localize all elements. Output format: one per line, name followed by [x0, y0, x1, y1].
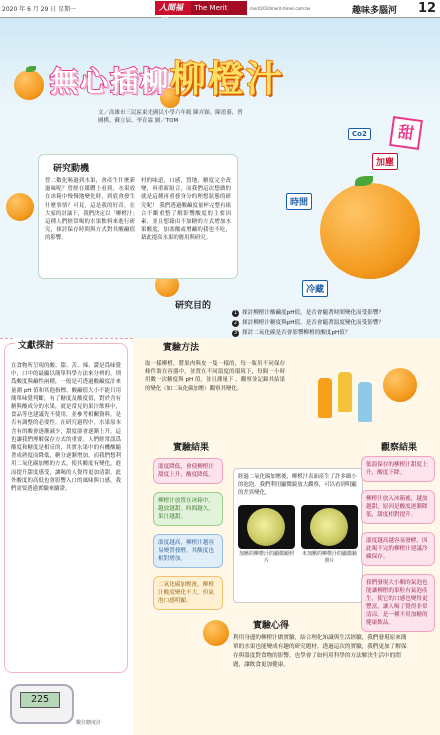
observation-cards [361, 456, 435, 640]
page-number: 12 [418, 1, 437, 16]
tag-co2: Co2 [348, 128, 371, 140]
micro-photo-unpressurized [301, 505, 358, 549]
observation-card: 我們發現大小顆的氣泡也能讓柳橙的果粒有氣泡產生，使它的口感也變得更豐富，讓人喝了覺得非常清涼，是一種不用加糖的健康飲品。 [361, 574, 435, 632]
issue-date: 2020 年 6 月 29 日 星期一 [2, 6, 77, 13]
item-number: 1 [233, 309, 238, 316]
result-title: 實驗結果 [173, 443, 210, 453]
purpose-item [232, 328, 432, 338]
reflection-text: 利用身邊的柳橙汁做實驗，結合理化知識與生活經驗，我們發現原來簡單的水果也能變成有趣的研究題材。透過這次的實驗，我們更加了解保存與溫度對食物的影響，也學會了如何用科學的方法解決生活中的問題，讓飲食更加健康。 [233, 635, 407, 668]
orange-character-icon [6, 193, 34, 221]
title-part-1: 無心插柳 [50, 65, 171, 98]
item-number: 3 [233, 329, 238, 336]
logo-chinese: 人間福 [159, 3, 183, 12]
result-card: 二氧化碳加壓後，柳橙汁酸度變化不大，但氣泡口感明顯。 [153, 576, 223, 610]
hero-section [0, 18, 440, 338]
tag-time: 時間 [286, 193, 312, 210]
juice-bottle-icon [338, 372, 352, 412]
section-name: 趣味多腦河 [352, 6, 398, 16]
method-title: 實驗方法 [163, 343, 200, 353]
discussion-title: 文獻探討 [15, 338, 57, 351]
juice-bottle-icon [358, 382, 372, 422]
observation-card: 溫度越高越容易發酵，因此喝不完的柳橙汁建議冷藏保存。 [361, 532, 435, 566]
juice-bottle-icon [318, 378, 332, 418]
method-text: 取一樣柳橙，將果肉與皮一隻一樣的，每一瓶用不同保存條件裝在容器中，並置在不同溫度的環境下，每隔一小時用數一次糖度與 pH 值，並且測量下 ，觀察並記錄其結果的變化（如二氧化碳加壓）觀察其變化。 [145, 361, 285, 392]
newspaper-header [0, 0, 440, 18]
tag-cold: 冷藏 [302, 280, 328, 297]
reflection-title: 實驗心得 [253, 621, 290, 631]
intro-col-1: 曾二數化喝過到水果，會產生什麼新滋味呢？曾經在媒體上看到，水果放在冰箱中慢慢地變化時，到底會發生什麼事情？可見，這是我的好奇。在大家的討論下，我們決定以「柳橙汁」這種人們經常喝的水果飲料來進行研究，探討保存時間與方式對其酸鹼值的影響。 [45, 178, 135, 242]
logo-english: The Merit [191, 1, 247, 15]
micro-photo-box [233, 468, 363, 603]
purpose-text: 探討二氧化碳是否會影響柳橙的酸度pH值？ [242, 330, 351, 336]
photo-caption: 經過二氧化碳加壓後，柳橙汁表面產生了許多細小的泡泡，我們利用顯微鏡放大觀察，可以看到明顯的差異變化。 [238, 474, 357, 496]
purpose-item [232, 308, 432, 318]
photo-label-right: 未加壓的柳橙汁的顯微鏡照片 [301, 551, 357, 564]
intro-col-2: 村的味道，口感，質地，糖度完全改變，再重新組合，而我們這次想做的就是這種再重發身分的理想狀態的研究呢！ 我們透過酸鹼度量杯完整有組合不斷重整了解影響酸度的主要因素，並且想藉由不加糖的方式增加水果酸度，加塞酸或增鹼的我也不吃，藉此提高水果的應用與研究。 [141, 178, 231, 242]
micro-photos [238, 505, 358, 549]
orange-character-icon [14, 70, 44, 100]
purpose-text: 探討柳橙汁酸鹼度pH值，是否會隨著時間變化而受影響？ [242, 310, 385, 316]
purpose-title: 研究目的 [175, 301, 212, 311]
intro-columns [45, 177, 231, 243]
observation-card: 柳橙汁放入冰箱後，越放越甜，原因是酸度逐漸降低，甜度相對提升。 [361, 490, 435, 524]
orange-character-icon [383, 368, 417, 402]
big-orange-mascot-icon [320, 183, 420, 279]
title-part-2: 柳橙汁 [170, 59, 285, 100]
observation-title: 觀察結果 [381, 443, 418, 453]
result-card: 溫度降低，會使柳橙汁甜度上升、酸度降低。 [153, 458, 223, 484]
result-card: 溫度越高，柳橙汁越容易變質發酵，其酸度也相對增加。 [153, 534, 223, 568]
refractometer-icon [10, 684, 74, 724]
page-title [50, 51, 284, 102]
meter-reading: 225 [20, 692, 60, 708]
orange-character-icon [203, 620, 229, 646]
intro-box [38, 154, 238, 279]
discussion-box [4, 343, 128, 673]
newspaper-logo [155, 1, 247, 15]
purpose-text: 探討柳橙汁糖度與pH值，是否會隨著溫度變化而受影響？ [242, 320, 385, 326]
experiment-section [133, 338, 440, 735]
intro-title: 研究動機 [53, 164, 90, 174]
sweet-sign: 甜 [389, 116, 423, 150]
item-number: 2 [233, 319, 238, 326]
newspaper-url: merit2010merit-times.com.tw [250, 6, 311, 11]
photo-label-left: 加壓的柳橙汁的顯微鏡照片 [238, 551, 294, 564]
tag-add: 加塵 [372, 153, 398, 170]
purpose-item [232, 318, 432, 328]
micro-photo-pressurized [238, 505, 295, 549]
result-cards [153, 458, 223, 604]
byline: 文／高雄市三民區東光國民小學六年級 陳卉穎、陳盈蓁、曾國棋、蘇立辰、李育霖 圖／TOM [98, 110, 243, 124]
discussion-text: 在食物所呈現的酸、甜、苦、辣、澀是爲味覺中，口中的最顯以簡單科學方法來分辨的，則爲酸度與鹼性兩種，一般是可透過酸鹼度計來量測 pH 值和其他指標。酸鹼值大小不能只用簡單味覺判斷，有了糖度及酸度值，對於含有糖與酸成分的水果，就是常見的果汁飲料中，食品等也建議先不使用，並參考相關資料，是否有調整的必要性。在研究過程中，水果原本含有的酸會逐漸減少，甜度卻會逐漸上升，這也讓我們理解保存方式的重要。人們經常認爲酸度和糖度是相反的，其實水果中的有機酸隨著成熟度而降低，糖分逐漸增加，而我們想利用二氧化碳加壓的方式，使其酸度有變化，進而提升甜度感受，讓喝的人覺得更加清甜。此外酸度的高低也會影響入口的風味與口感，我們需要透過實驗來驗證。 [11, 363, 121, 493]
discussion-column [0, 338, 133, 735]
meter-label: 數位糖度計 [76, 720, 102, 726]
micro-photo-labels [238, 551, 358, 565]
result-card: 柳橙汁放置在冰箱中，越放越甜。時間越久，果汁越甜。 [153, 492, 223, 526]
observation-card: 低溫保存的柳橙汁甜度上升，酸度下降。 [361, 456, 435, 482]
